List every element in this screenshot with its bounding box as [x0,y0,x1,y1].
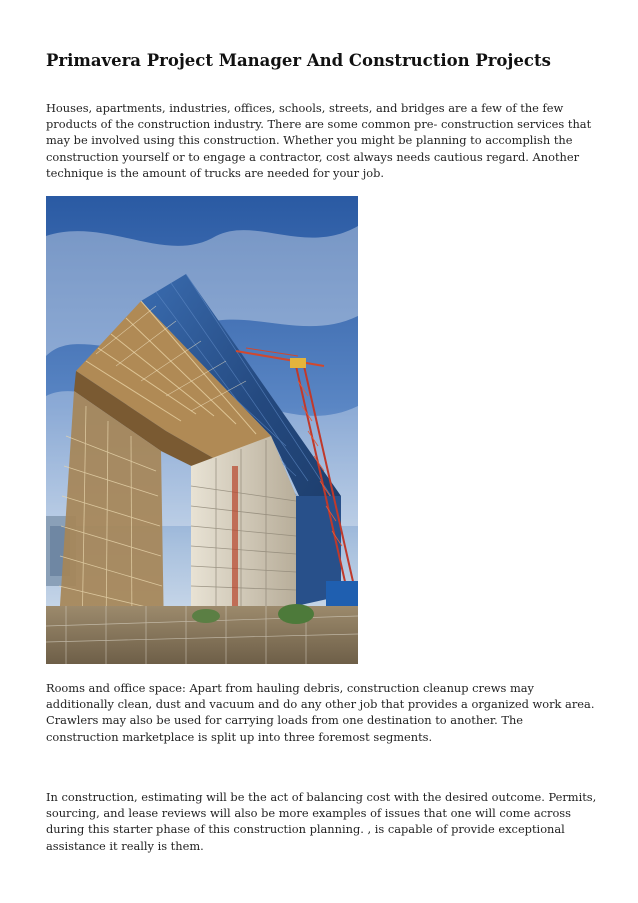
page-title: Primavera Project Manager And Construction Projects [46,51,551,70]
paragraph-3: In construction, estimating will be the act of balancing cost with the desired outcome. Permits, sourcing, and lease reviews will also be more examples of issues that one will come across during this starter phase of this construction planning. , is capable of provide exceptional assistance it really is them. [46,790,597,853]
paragraph-1: Houses, apartments, industries, offices, schools, streets, and bridges are a few of the few products of the construction industry. There are some common pre- construction services that may be involved using this construction. Whether you might be planning to accomplish the construction yourself or to engage a contractor, cost always needs cautious regard. Another technique is the amount of trucks are needed for your job. [46,101,592,180]
paragraph-2: Rooms and office space: Apart from hauling debris, construction cleanup crews may additionally clean, dust and vacuum and do any other job that provides a organized work area. Crawlers may also be used for carrying loads from one destination to another. The construction marketplace is split up into three foremost segments. [46,681,595,744]
construction-photo [46,196,358,664]
